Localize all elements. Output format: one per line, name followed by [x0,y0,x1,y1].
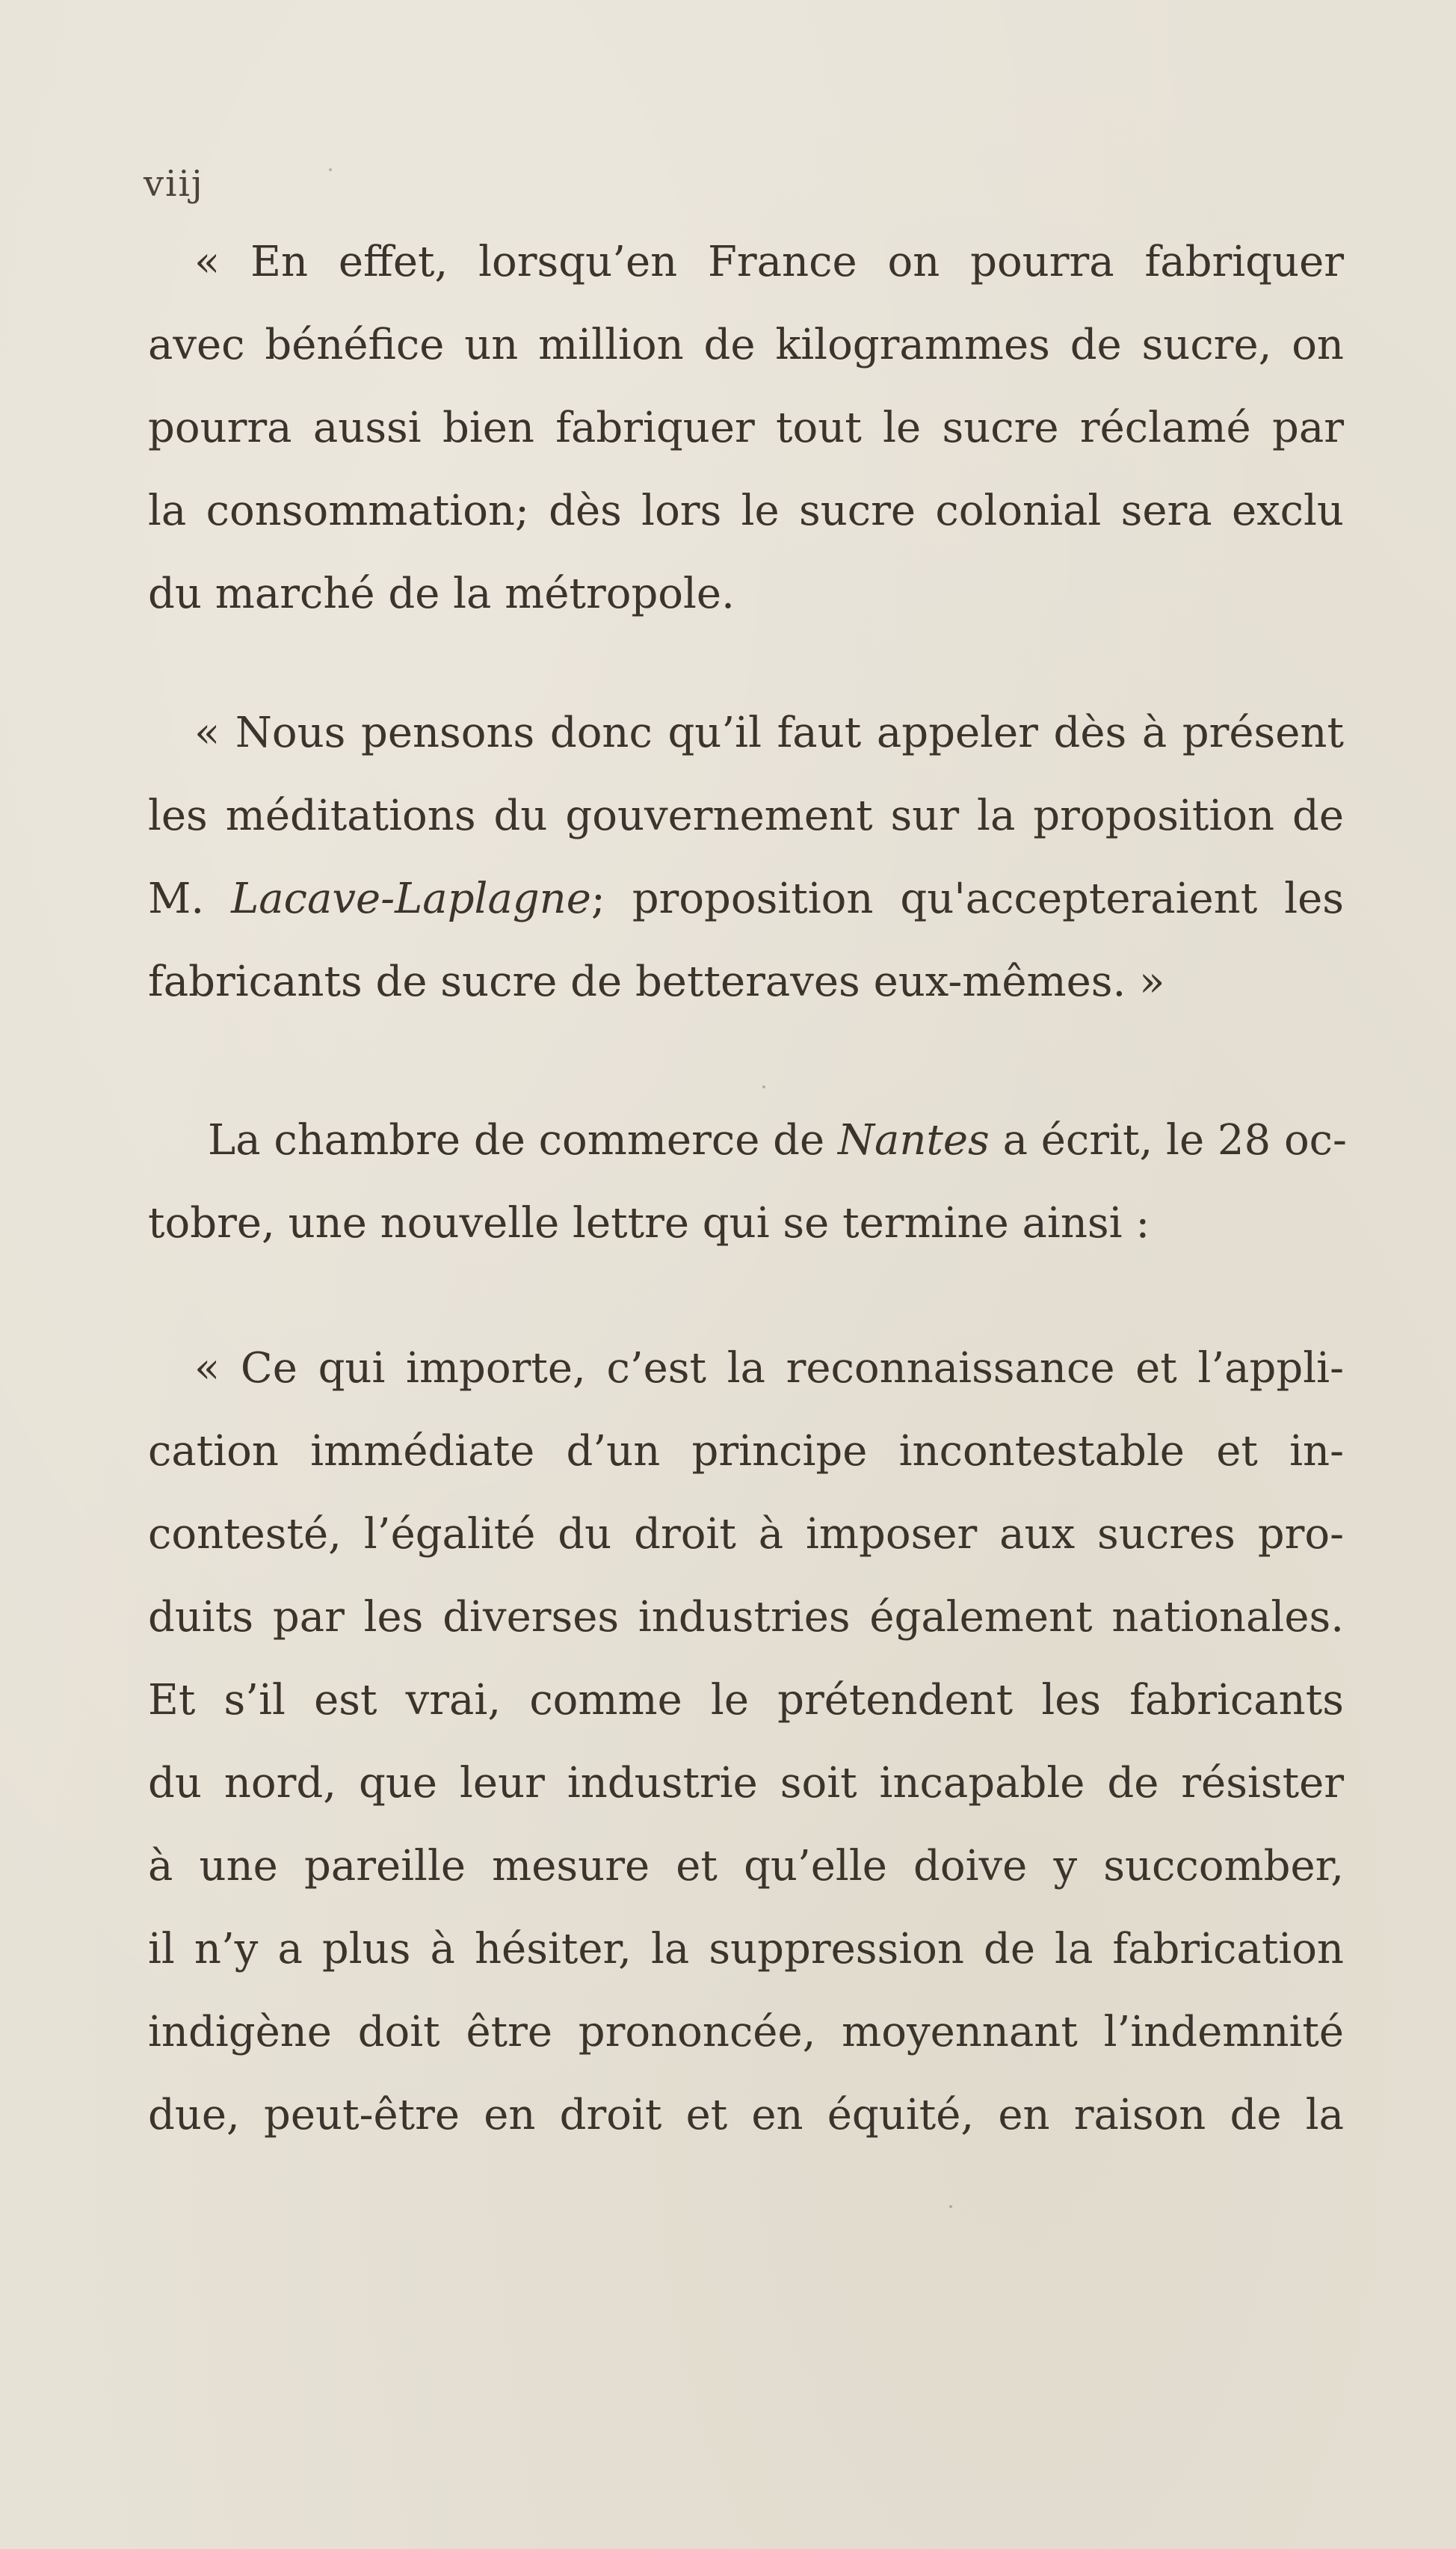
text-line: fabricants de sucre de betteraves eux-mêmes. » [148,958,1165,1006]
text-line: contesté, l’égalité du droit à imposer aux sucres pro- [148,1510,1344,1559]
text-segment: La chambre de commerce de [208,1116,838,1165]
text-line: « Ce qui importe, c’est la reconnaissance et l’appli- [194,1344,1344,1393]
italic-name: Lacave-Laplagne [231,875,591,923]
text-line: duits par les diverses industries également nationales. [148,1593,1344,1642]
text-line: du marché de la métropole. [148,570,735,618]
text-line: « En effet, lorsqu’en France on pourra fabriquer [194,238,1344,286]
text-line: avec bénéfice un million de kilogrammes de sucre, on [148,321,1344,369]
text-segment: ; proposition qu'accepteraient les [590,875,1344,923]
text-line: due, peut-être en droit et en équité, en raison de la [148,2091,1344,2139]
text-line: il n’y a plus à hésiter, la suppression de la fabrication [148,1925,1344,1973]
paper-speck [762,1085,765,1088]
text-line: pourra aussi bien fabriquer tout le sucre réclamé par [148,404,1344,452]
text-line: cation immédiate d’un principe incontestable et in- [148,1427,1344,1476]
paragraph-4 [148,1327,1344,2157]
text-line-with-name [148,857,1344,940]
text-line: « Nous pensons donc qu’il faut appeler dès à présent [194,709,1344,757]
italic-place: Nantes [837,1116,990,1165]
paper-speck [949,2205,952,2208]
text-line: du nord, que leur industrie soit incapable de résister [148,1759,1344,1807]
text-line: tobre, une nouvelle lettre qui se termine ainsi : [148,1199,1150,1248]
text-line: les méditations du gouvernement sur la proposition de [148,792,1344,840]
page-folio: viij [144,163,204,205]
paragraph-3 [148,1099,1347,1265]
paper-speck [329,168,332,171]
text-line-with-place [148,1099,1347,1182]
paragraph-1 [148,221,1344,635]
text-line: à une pareille mesure et qu’elle doive y succomber, [148,1842,1344,1890]
text-line: Et s’il est vrai, comme le prétendent les fabricants [148,1676,1344,1724]
text-segment: a écrit, le 28 oc- [989,1116,1347,1165]
paragraph-2 [148,691,1344,1023]
text-line: indigène doit être prononcée, moyennant l’indemnité [148,2008,1344,2056]
text-line: la consommation; dès lors le sucre colonial sera exclu [148,487,1344,535]
text-segment: M. [148,875,232,923]
